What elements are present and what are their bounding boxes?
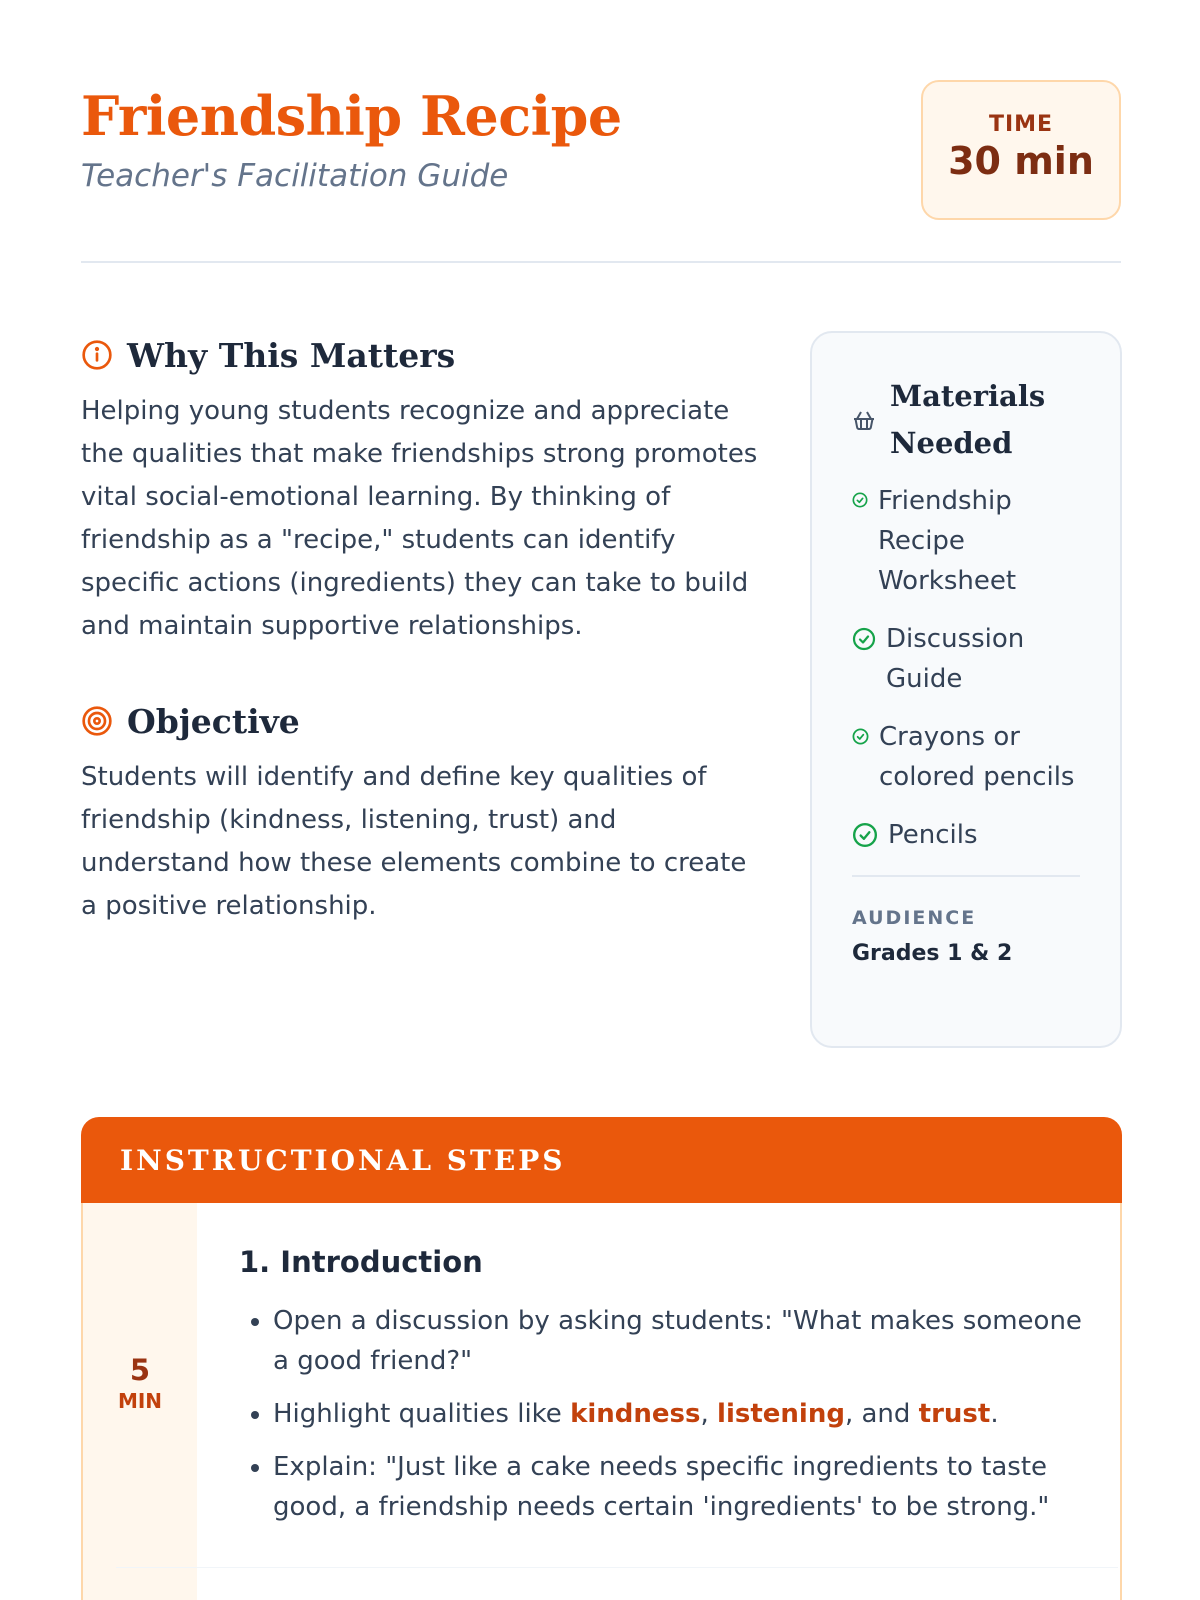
audience-divider [852,875,1080,877]
step-body [197,1203,1120,1600]
materials-item-label: Friendship Recipe Worksheet [878,486,1017,596]
bullet-text: , and [844,1399,919,1429]
materials-item-label: Discussion Guide [886,624,1025,694]
bullet-text: , [700,1399,718,1429]
step-bullet: • Open a discussion by asking students: "What makes someone a good friend?" [273,1301,1084,1381]
step-minutes-unit: MIN [117,1389,163,1413]
why-heading-row [81,330,761,380]
materials-item [852,815,1080,855]
materials-item [852,481,1080,601]
time-value: 30 min [948,139,1094,183]
step-title: 1. Introduction [239,1245,483,1279]
materials-item-label: Crayons or colored pencils [879,722,1075,792]
step-bullets [239,1301,1084,1527]
materials-heading-row [852,373,1080,467]
step-minutes: 5 [129,1353,151,1387]
materials-item-label: Pencils [888,820,978,850]
why-heading: Why This Matters [127,335,456,375]
quality-listening: listening [717,1399,845,1429]
time-label: TIME [988,112,1054,137]
objective-heading: Objective [127,701,300,741]
check-circle-icon [852,822,878,848]
page-header [81,80,1121,264]
materials-heading: Materials Needed [890,379,1046,460]
page-title: Friendship Recipe [81,84,622,148]
bullet-text: Highlight qualities like [273,1399,571,1429]
page-subtitle: Teacher's Facilitation Guide [81,158,509,194]
steps-heading: INSTRUCTIONAL STEPS [120,1143,566,1177]
materials-card [810,331,1122,1048]
step-bullet: • Explain: "Just like a cake needs specific ingredients to taste good, a friendship needs certain 'ingredients' to be strong." [273,1447,1084,1527]
why-text: Helping young students recognize and appreciate the qualities that make friendships strong promotes vital social-emotional learning. By thinking of friendship as a "recipe," students can identify specific actions (ingredients) they can take to build and maintain supportive relationships. [81,396,758,641]
step-bullet [273,1394,1084,1434]
materials-list [852,481,1080,855]
materials-item [852,619,1080,699]
time-badge [921,80,1121,220]
check-circle-icon [852,627,876,651]
quality-kindness: kindness [570,1399,701,1429]
check-circle-icon [852,492,868,508]
materials-item [852,717,1080,797]
main-content [81,330,761,928]
step-row [81,1203,1122,1600]
instructional-steps [81,1117,1122,1600]
audience-value: Grades 1 & 2 [852,941,1013,966]
objective-heading-row [81,696,761,746]
target-icon [81,705,113,737]
step-duration [83,1203,197,1600]
info-icon [81,339,113,371]
audience-label: AUDIENCE [852,907,977,929]
objective-text: Students will identify and define key qualities of friendship (kindness, listening, trust) and understand how these elements combine to create a positive relationship. [81,762,747,921]
quality-trust: trust [918,1399,991,1429]
check-circle-icon [852,728,869,745]
basket-icon [852,408,876,432]
header-divider [81,261,1121,263]
steps-header [81,1117,1122,1203]
bullet-text: . [990,1399,999,1429]
step-separator [116,1567,1118,1568]
